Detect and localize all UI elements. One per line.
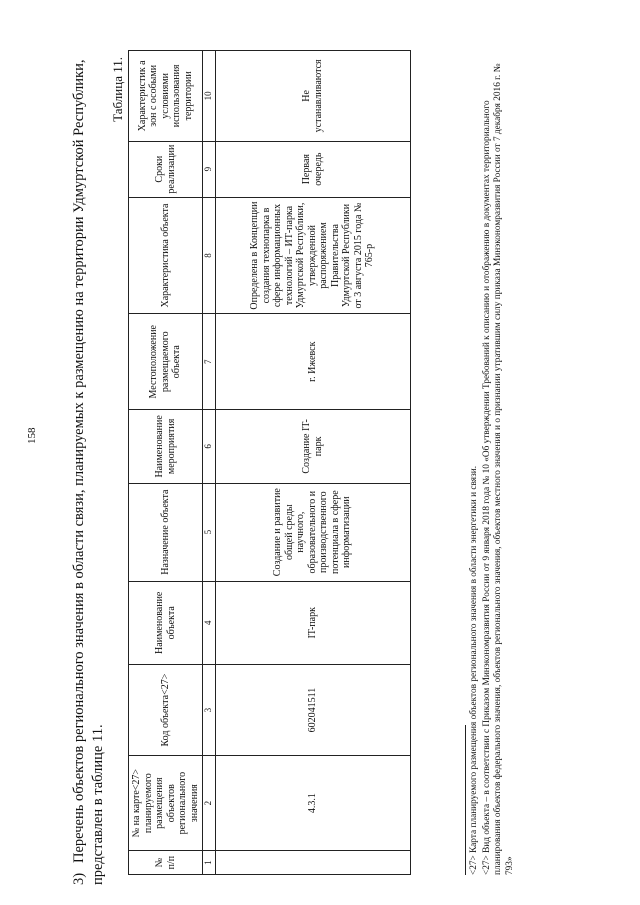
objects-table <box>128 50 411 875</box>
index-cell: 3 <box>203 665 216 756</box>
section-heading <box>70 25 108 885</box>
page-number: 158 <box>26 427 38 444</box>
table-cell: Первая очередь <box>215 141 410 197</box>
table-cell: Создание и развитие общей среды научного, образовательного и производственного потенциала в сфере информатизации <box>215 483 410 581</box>
table-label: Таблица 11. <box>110 57 125 122</box>
table-cell: Не устанавливаются <box>215 51 410 142</box>
table-cell: г. Ижевск <box>215 314 410 410</box>
header-cell: Наименование мероприятия <box>129 409 203 483</box>
section-heading-text: Перечень объектов регионального значения в области связи, планируемых к размещению на территории Удмуртской Республики, представлен в таблице 11. <box>71 59 106 885</box>
index-cell: 2 <box>203 756 216 851</box>
header-cell: Местоположение размещаемого объекта <box>129 314 203 410</box>
header-cell: Сроки реализации <box>129 141 203 197</box>
index-cell: 6 <box>203 409 216 483</box>
section-number: 3) <box>71 872 87 885</box>
index-cell: 4 <box>203 581 216 665</box>
header-cell: Наименование объекта <box>129 581 203 665</box>
index-cell: 10 <box>203 51 216 142</box>
table-cell <box>215 851 410 875</box>
index-cell: 1 <box>203 851 216 875</box>
header-cell: Назначение объекта <box>129 483 203 581</box>
index-cell: 5 <box>203 483 216 581</box>
header-cell: № на карте<27> планируемого размещения объектов регионального значения <box>129 756 203 851</box>
table-cell: IT-парк <box>215 581 410 665</box>
header-cell: Код объекта<27> <box>129 665 203 756</box>
table-row <box>215 51 410 875</box>
index-cell: 7 <box>203 314 216 410</box>
footnote: <27> Карта планируемого размещения объектов регионального значения в области энергетики и связи. <box>469 465 479 875</box>
header-cell: № п/п <box>129 851 203 875</box>
footnotes <box>465 55 517 875</box>
table-cell: Определена в Концепции создания технопарка в сфере информационных технологий – ИТ-парка Удмуртской Республики, утвержденной распоряжением Правительства Удмуртской Республики от 3 августа 2015 года № 765-р <box>215 197 410 314</box>
rotated-page-content <box>70 25 610 885</box>
header-cell: Характеристика объекта <box>129 197 203 314</box>
index-cell: 9 <box>203 141 216 197</box>
table-cell: 602041511 <box>215 665 410 756</box>
header-cell: Характеристик а зон с особыми условиями использования территории <box>129 51 203 142</box>
footnote-divider <box>465 725 466 875</box>
footnote: <27> Вид объекта – в соответствии с Приказом Минэкономразвития России от 9 января 2018 года № 10 «Об утверждении Требований к описанию и отображению в документах территориального планирования объектов федерального значения, объектов регионального значения, объектов местного значения и о признании утратившим силу приказа Минэкономразвития России от 7 декабря 2016 г. № 793» <box>481 63 515 875</box>
column-index-row <box>203 51 216 875</box>
table-cell: Создание IT-парк <box>215 409 410 483</box>
index-cell: 8 <box>203 197 216 314</box>
table-cell: 4.3.1 <box>215 756 410 851</box>
table-header-row <box>129 51 203 875</box>
